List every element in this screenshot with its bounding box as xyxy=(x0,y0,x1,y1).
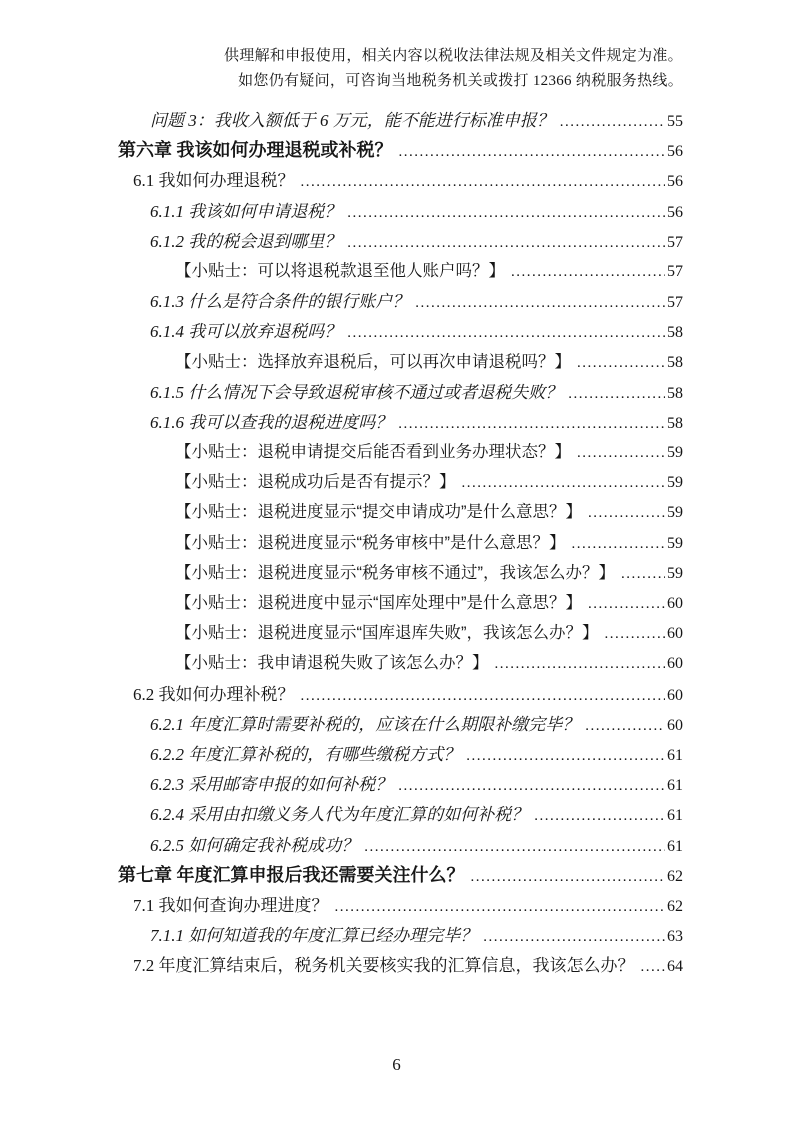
toc-entry xyxy=(118,468,683,498)
toc-entry xyxy=(118,649,683,679)
toc-leader-dots xyxy=(588,596,665,613)
toc-leader-dots xyxy=(534,808,665,825)
toc-entry-text: 【小贴士：退税进度显示“税务审核中”是什么意思？】 xyxy=(175,533,566,552)
toc-entry-text: 【小贴士：可以将退税款退至他人账户吗？】 xyxy=(175,261,505,280)
toc-entry xyxy=(118,227,683,257)
toc-page-number: 60 xyxy=(667,625,683,643)
toc-entry xyxy=(118,166,683,196)
toc-page-number: 58 xyxy=(667,384,683,402)
toc-entry xyxy=(118,529,683,559)
toc-entry xyxy=(118,740,683,770)
toc-leader-dots xyxy=(398,778,665,795)
toc-leader-dots xyxy=(495,656,666,673)
toc-leader-dots xyxy=(399,144,666,161)
page-number: 6 xyxy=(392,1055,401,1074)
toc-entry-text: 第七章 年度汇算申报后我还需要关注什么？ xyxy=(118,864,465,885)
toc-entry xyxy=(118,378,683,408)
toc-entry-text: 6.2.2 年度汇算补税的，有哪些缴税方式？ xyxy=(150,744,461,764)
toc-page-number: 58 xyxy=(667,414,683,432)
toc-leader-dots xyxy=(483,929,665,946)
toc-page-number: 58 xyxy=(667,353,683,371)
toc-leader-dots xyxy=(462,475,666,492)
toc-entry-text: 【小贴士：退税进度显示“提交申请成功”是什么意思？】 xyxy=(175,503,582,522)
toc-page-number: 56 xyxy=(667,173,683,191)
toc-leader-dots xyxy=(301,688,666,705)
header-note-line-1: 供理解和申报使用，相关内容以税收法律法规及相关文件规定为准。 xyxy=(223,48,683,64)
toc-entry-text: 6.2.5 如何确定我补税成功？ xyxy=(150,835,359,855)
toc-entry xyxy=(118,498,683,528)
toc-entry-text: 6.1 我如何办理退税？ xyxy=(133,171,295,191)
toc-leader-dots xyxy=(466,748,665,765)
toc-entry xyxy=(118,891,683,921)
toc-leader-dots xyxy=(301,174,666,191)
toc-entry xyxy=(118,619,683,649)
toc-page-number: 63 xyxy=(667,928,683,946)
toc-entry-text: 7.2 年度汇算结束后，税务机关要核实我的汇算信息，我该怎么办？ xyxy=(133,956,635,976)
toc-leader-dots xyxy=(335,899,666,916)
toc-page-number: 56 xyxy=(667,203,683,221)
toc-entry xyxy=(118,106,683,136)
toc-leader-dots xyxy=(471,869,666,886)
toc-entry-text: 6.1.1 我该如何申请退税？ xyxy=(150,201,342,221)
toc-page-number: 62 xyxy=(667,867,683,885)
toc-entry-text: 【小贴士：我申请退税失败了该怎么办？】 xyxy=(175,654,489,673)
toc-leader-dots xyxy=(568,386,665,403)
toc-entry xyxy=(118,408,683,438)
toc-page-number: 61 xyxy=(667,837,683,855)
toc-entry-text: 7.1.1 如何知道我的年度汇算已经办理完毕？ xyxy=(150,926,478,946)
toc-entry xyxy=(118,680,683,710)
toc-entry-text: 第六章 我该如何办理退税或补税？ xyxy=(118,140,393,161)
header-note xyxy=(118,44,683,94)
toc-page-number: 60 xyxy=(667,716,683,734)
toc-leader-dots xyxy=(511,264,665,281)
toc-entry-text: 【小贴士：退税进度中显示“国库处理中”是什么意思？】 xyxy=(175,594,582,612)
toc-leader-dots xyxy=(605,626,666,643)
toc-entry-text: 6.1.3 什么是符合条件的银行账户？ xyxy=(150,292,410,312)
toc-leader-dots xyxy=(415,295,665,312)
toc-entry-text: 【小贴士：退税申请提交后能否看到业务办理状态？】 xyxy=(175,443,571,462)
toc-leader-dots xyxy=(577,355,665,372)
toc-entry xyxy=(118,559,683,589)
toc-entry-text: 问题 3：我收入额低于 6 万元，能不能进行标准申报？ xyxy=(150,111,554,130)
toc-page-number: 62 xyxy=(667,897,683,915)
toc-entry-text: 6.1.2 我的税会退到哪里？ xyxy=(150,231,342,251)
toc-entry xyxy=(118,317,683,347)
toc-leader-dots xyxy=(364,839,665,856)
toc-page-number: 58 xyxy=(667,324,683,342)
toc-entry xyxy=(118,197,683,227)
toc-entry xyxy=(118,348,683,378)
toc-page-number: 60 xyxy=(667,686,683,704)
header-note-line-2: 如您仍有疑问，可咨询当地税务机关或拨打 12366 纳税服务热线。 xyxy=(238,73,683,89)
toc-leader-dots xyxy=(347,325,665,342)
toc-entry-text: 6.2 我如何办理补税？ xyxy=(133,684,295,704)
toc-leader-dots xyxy=(585,718,665,735)
toc-entry xyxy=(118,800,683,830)
toc-entry xyxy=(118,831,683,861)
toc-entry-text: 6.2.3 采用邮寄申报的如何补税？ xyxy=(150,775,393,795)
toc-page-number: 59 xyxy=(667,444,683,462)
toc-entry-text: 6.1.5 什么情况下会导致退税审核不通过或者退税失败？ xyxy=(150,382,563,402)
toc-entry xyxy=(118,257,683,287)
toc-entry-text: 6.2.4 采用由扣缴义务人代为年度汇算的如何补税？ xyxy=(150,805,529,825)
toc-entry-text: 【小贴士：选择放弃退税后，可以再次申请退税吗？】 xyxy=(175,352,571,371)
toc-page-number: 59 xyxy=(667,504,683,522)
toc-page-number: 59 xyxy=(667,474,683,492)
toc-leader-dots xyxy=(641,959,666,976)
toc-entry xyxy=(118,770,683,800)
toc-page-number: 59 xyxy=(667,534,683,552)
toc-leader-dots xyxy=(588,505,665,522)
toc-page-number: 60 xyxy=(667,655,683,673)
toc-leader-dots xyxy=(572,536,666,553)
toc-page-number: 55 xyxy=(667,113,683,130)
toc-page-number: 57 xyxy=(667,294,683,312)
toc-page-number: 59 xyxy=(667,564,683,582)
toc-page-number: 60 xyxy=(667,595,683,612)
toc-leader-dots xyxy=(577,445,665,462)
toc-page-number: 56 xyxy=(667,143,683,161)
toc-page-number: 64 xyxy=(667,958,683,976)
toc-entry xyxy=(118,438,683,468)
toc-leader-dots xyxy=(621,566,665,583)
toc-entry-text: 6.1.4 我可以放弃退税吗？ xyxy=(150,322,342,342)
toc-entry-text: 【小贴士：退税进度显示“税务审核不通过”，我该怎么办？】 xyxy=(175,563,615,582)
toc-entry xyxy=(118,136,683,166)
toc-entry-text: 【小贴士：退税成功后是否有提示？】 xyxy=(175,473,456,492)
toc-entry xyxy=(118,710,683,740)
toc-entry xyxy=(118,921,683,951)
toc-page-number: 57 xyxy=(667,262,683,280)
toc-entry-text: 7.1 我如何查询办理进度？ xyxy=(133,895,329,915)
toc-entry xyxy=(118,861,683,891)
toc-page-number: 57 xyxy=(667,233,683,251)
toc-entry xyxy=(118,589,683,619)
toc-page-number: 61 xyxy=(667,746,683,764)
toc-leader-dots xyxy=(347,205,665,222)
toc-page-number: 61 xyxy=(667,777,683,795)
toc-entry xyxy=(118,951,683,981)
toc-page-number: 61 xyxy=(667,807,683,825)
toc-leader-dots xyxy=(347,235,665,252)
table-of-contents xyxy=(118,106,683,981)
toc-entry-text: 6.1.6 我可以查我的退税进度吗？ xyxy=(150,412,393,432)
toc-leader-dots xyxy=(398,416,665,433)
toc-entry-text: 【小贴士：退税进度显示“国库退库失败”，我该怎么办？】 xyxy=(175,624,599,643)
toc-entry xyxy=(118,287,683,317)
toc-entry-text: 6.2.1 年度汇算时需要补税的，应该在什么期限补缴完毕？ xyxy=(150,714,580,734)
toc-leader-dots xyxy=(560,114,665,131)
